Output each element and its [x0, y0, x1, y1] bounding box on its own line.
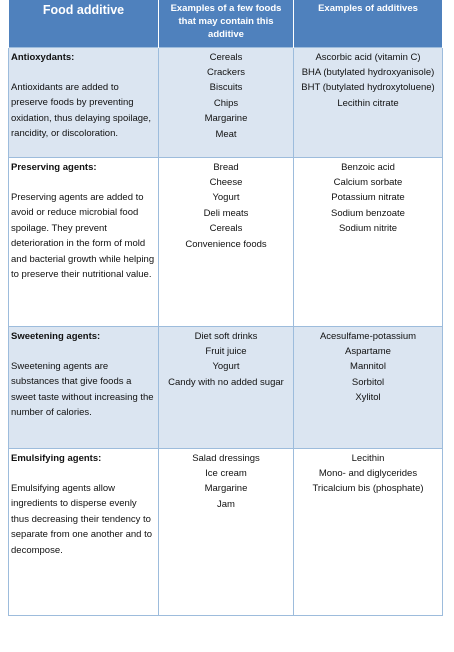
- additive-cell: [9, 326, 159, 448]
- food-item: Yogurt: [212, 192, 240, 204]
- food-item: Bread: [213, 161, 239, 173]
- additive-description: Sweetening agents are substances that give foods a sweet taste without increasing the number of calories.: [11, 360, 154, 419]
- additives-cell: [294, 326, 443, 448]
- additive-item: Lecithin: [351, 452, 385, 464]
- additive-item: Ascorbic acid (vitamin C): [315, 51, 421, 63]
- additive-item: Benzoic acid: [341, 161, 395, 173]
- additives-cell: [294, 448, 443, 615]
- additive-item: Xylitol: [355, 392, 381, 404]
- food-item: Cereals: [209, 223, 243, 235]
- food-item: Convenience foods: [185, 238, 267, 250]
- header-row: [9, 0, 443, 47]
- additive-item: BHT (butylated hydroxytoluene): [301, 82, 435, 94]
- additive-description: Antioxidants are added to preserve foods by preventing oxidation, thus delaying spoilage, rancidity, or discoloration.: [11, 81, 151, 140]
- table-row: [9, 448, 443, 615]
- additive-item: Calcium sorbate: [333, 176, 403, 188]
- additive-cell: [9, 157, 159, 326]
- foods-cell: [159, 448, 294, 615]
- additive-item: Mono- and diglycerides: [318, 467, 418, 479]
- header-food-additive: Food additive: [9, 0, 159, 47]
- foods-cell: [159, 47, 294, 157]
- additive-item: Acesulfame-potassium: [319, 330, 417, 342]
- additive-item: BHA (butylated hydroxyanisole): [301, 66, 435, 78]
- additive-description: Preserving agents are added to avoid or reduce microbial food spoilage. They prevent deterioration in the form of mold and bacterial growth while helping to preserve their nutritional value.: [11, 191, 155, 280]
- food-item: Fruit juice: [205, 345, 247, 357]
- table-row: [9, 326, 443, 448]
- foods-cell: [159, 326, 294, 448]
- table-row: [9, 47, 443, 157]
- additives-cell: [294, 47, 443, 157]
- food-item: Jam: [217, 498, 235, 510]
- food-additives-table: [8, 0, 443, 616]
- food-item: Meat: [215, 128, 237, 140]
- food-item: Biscuits: [209, 82, 243, 94]
- food-item: Cheese: [209, 176, 243, 188]
- food-item: Deli meats: [203, 207, 249, 219]
- header-example-foods: Examples of a few foods that may contain this additive: [159, 0, 294, 47]
- additive-name: Sweetening agents:: [11, 330, 101, 342]
- foods-cell: [159, 157, 294, 326]
- food-item: Margarine: [204, 483, 248, 495]
- additive-cell: [9, 47, 159, 157]
- food-item: Crackers: [206, 66, 245, 78]
- additive-item: Mannitol: [350, 361, 386, 373]
- food-item: Candy with no added sugar: [168, 376, 284, 388]
- food-item: Salad dressings: [192, 452, 260, 464]
- header-example-additives: Examples of additives: [294, 0, 443, 47]
- additive-item: Lecithin citrate: [337, 97, 399, 109]
- additive-name: Emulsifying agents:: [11, 452, 102, 464]
- additive-cell: [9, 448, 159, 615]
- additive-description: Emulsifying agents allow ingredients to disperse evenly thus decreasing their tendency to separate from one another and to decompose.: [11, 482, 153, 556]
- food-item: Cereals: [209, 51, 243, 63]
- food-item: Chips: [213, 97, 239, 109]
- additive-item: Sorbitol: [351, 376, 385, 388]
- additive-item: Sodium nitrite: [338, 223, 398, 235]
- additive-name: Preserving agents:: [11, 161, 97, 173]
- additive-item: Sodium benzoate: [331, 207, 405, 219]
- additive-name: Antioxydants:: [11, 51, 75, 63]
- food-item: Yogurt: [212, 361, 240, 373]
- additive-item: Potassium nitrate: [331, 192, 405, 204]
- food-item: Diet soft drinks: [194, 330, 258, 342]
- food-item: Margarine: [204, 113, 248, 125]
- table-row: [9, 157, 443, 326]
- additives-cell: [294, 157, 443, 326]
- additive-item: Aspartame: [345, 345, 391, 357]
- food-item: Ice cream: [205, 467, 247, 479]
- additive-item: Tricalcium bis (phosphate): [312, 483, 424, 495]
